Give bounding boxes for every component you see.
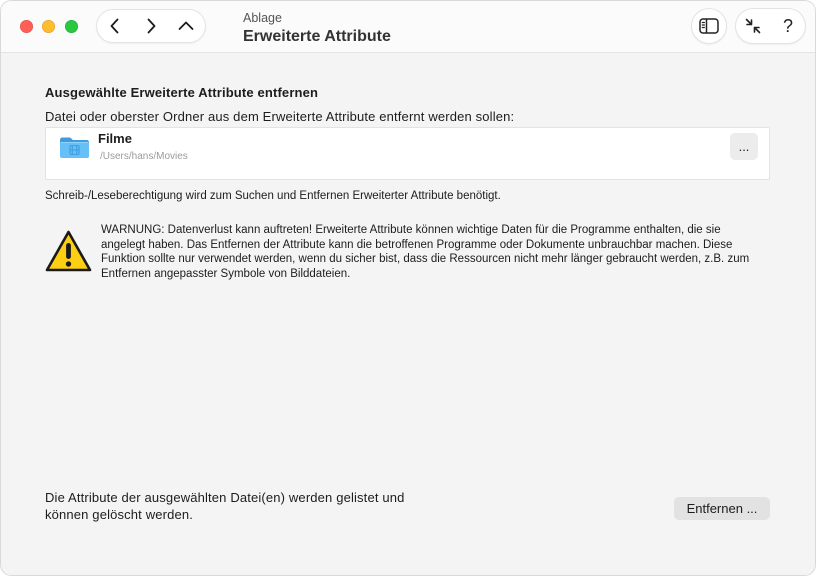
warning-line: angelegt haben. Das Entfernen der Attribute kann die betroffenen Programme oder Dokumente unbrauchbar machen. Diese — [101, 238, 733, 251]
navigation-group — [96, 9, 206, 43]
window-actions-group — [735, 8, 806, 44]
page-title: Erweiterte Attribute — [243, 28, 391, 45]
remove-button[interactable]: Entfernen ... — [674, 497, 770, 520]
footer-note — [45, 489, 405, 523]
sidebar-icon — [699, 18, 719, 34]
exit-fullscreen-icon — [744, 17, 762, 35]
toggle-sidebar-button[interactable] — [691, 8, 727, 44]
question-mark-icon: ? — [782, 16, 793, 36]
target-name: Filme — [98, 131, 132, 146]
target-path: /Users/hans/Movies — [100, 151, 188, 162]
footer-note-line: können gelöscht werden. — [45, 507, 193, 522]
warning-line: Entfernen angepasster Symbole von Bilddateien. — [101, 267, 351, 280]
chevron-right-icon — [144, 17, 158, 35]
forward-button[interactable] — [134, 10, 168, 42]
warning-message — [101, 223, 749, 281]
back-button[interactable] — [98, 10, 132, 42]
warning-line: Funktion sollte nur verwendet werden, wenn du sicher bist, dass die Ressourcen nicht mehr länger gebraucht werden, z.B. zum — [101, 253, 750, 265]
exit-fullscreen-button[interactable] — [737, 9, 769, 43]
warning-icon — [44, 229, 93, 278]
chevron-up-icon — [177, 20, 195, 32]
target-label: Datei oder oberster Ordner aus dem Erweiterte Attribute entfernt werden sollen: — [45, 109, 515, 124]
footer-note-line: Die Attribute der ausgewählten Datei(en) werden gelistet und — [45, 490, 405, 505]
title-bar — [0, 0, 816, 53]
help-button[interactable] — [772, 9, 804, 43]
warning-line: WARNUNG: Datenverlust kann auftreten! Erweiterte Attribute können wichtige Daten für die Programme enthalten, die sie — [101, 224, 721, 236]
minimize-window-button[interactable] — [42, 20, 55, 33]
zoom-window-button[interactable] — [65, 20, 78, 33]
choose-target-button[interactable]: ... — [730, 133, 758, 160]
up-button[interactable] — [169, 10, 203, 42]
target-path-control[interactable] — [45, 127, 770, 180]
breadcrumb: Ablage — [243, 11, 282, 25]
section-heading: Ausgewählte Erweiterte Attribute entfernen — [45, 85, 319, 100]
permission-note: Schreib-/Leseberechtigung wird zum Suchen und Entfernen Erweiterter Attribute benötigt. — [45, 190, 501, 202]
movies-folder-icon — [59, 136, 90, 164]
close-window-button[interactable] — [20, 20, 33, 33]
chevron-left-icon — [108, 17, 122, 35]
